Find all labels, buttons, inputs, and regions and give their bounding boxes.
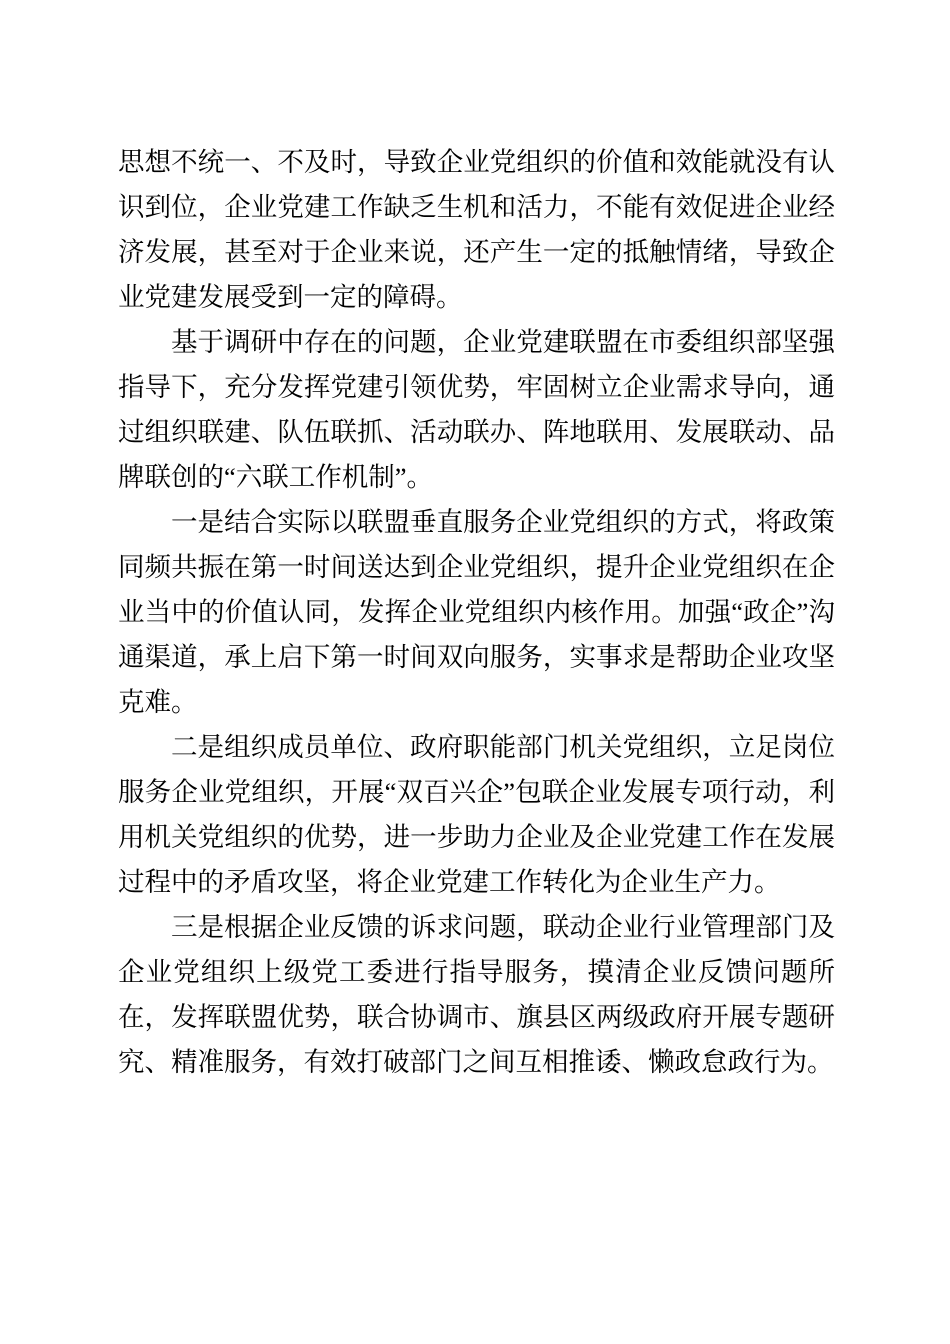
paragraph-continuation: 思想不统一、不及时，导致企业党组织的价值和效能就没有认识到位，企业党建工作缺乏生机和活力，不能有效促进企业经济发展，甚至对于企业来说，还产生一定的抵触情绪，导致企业党建发展受到一定的障碍。 — [118, 147, 835, 312]
paragraph-point-one: 一是结合实际以联盟垂直服务企业党组织的方式，将政策同频共振在第一时间送达到企业党组织，提升企业党组织在企业当中的价值认同，发挥企业党组织内核作用。加强“政企”沟通渠道，承上启下第一时间双向服务，实事求是帮助企业攻坚克难。 — [118, 507, 835, 717]
document-body — [118, 140, 835, 1085]
paragraph-point-two: 二是组织成员单位、政府职能部门机关党组织，立足岗位服务企业党组织，开展“双百兴企”包联企业发展专项行动，利用机关党组织的优势，进一步助力企业及企业党建工作在发展过程中的矛盾攻坚，将企业党建工作转化为企业生产力。 — [118, 732, 835, 897]
paragraph-overview: 基于调研中存在的问题，企业党建联盟在市委组织部坚强指导下，充分发挥党建引领优势，牢固树立企业需求导向，通过组织联建、队伍联抓、活动联办、阵地联用、发展联动、品牌联创的“六联工作机制”。 — [118, 327, 835, 492]
paragraph-point-three: 三是根据企业反馈的诉求问题，联动企业行业管理部门及企业党组织上级党工委进行指导服务，摸清企业反馈问题所在，发挥联盟优势，联合协调市、旗县区两级政府开展专题研究、精准服务，有效打破部门之间互相推诿、懒政怠政行为。 — [118, 912, 835, 1077]
